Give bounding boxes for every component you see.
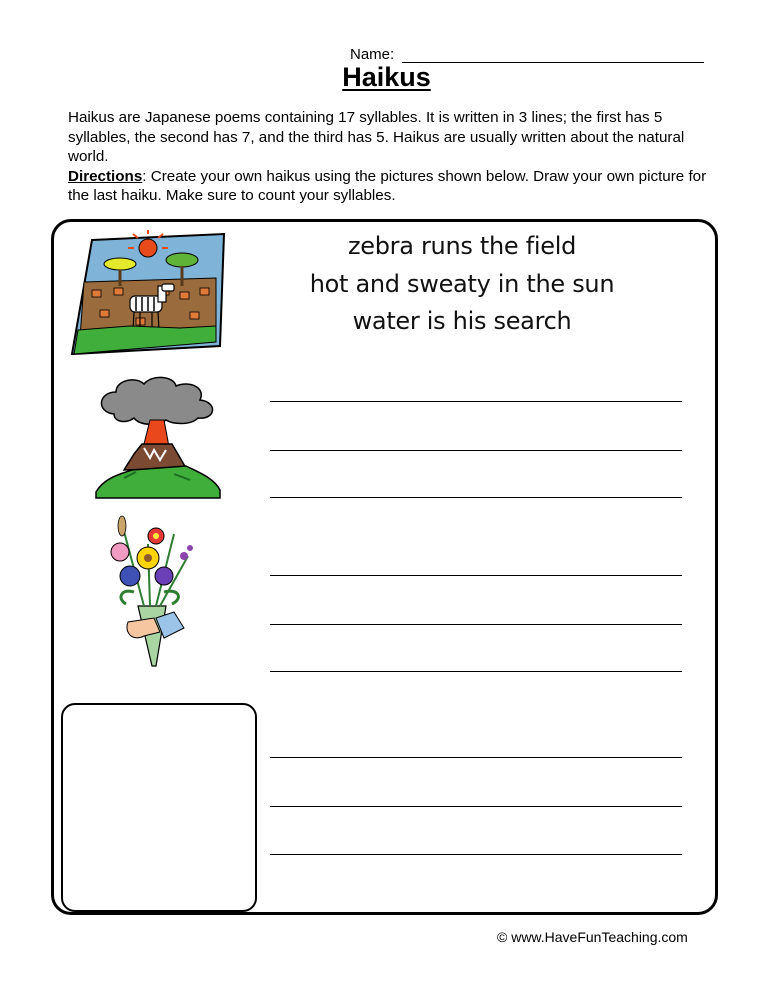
haiku-line-3: water is his search — [352, 307, 572, 335]
intro-text: Haikus are Japanese poems containing 17 syllables. It is written in 3 lines; the first has 5 syllables, the second has 7, and the third has 5. Haikus are usually written about the natural world. — [68, 109, 685, 165]
copyright-text: © www.HaveFunTeaching.com — [497, 929, 688, 945]
writing-line[interactable] — [270, 854, 682, 855]
volcano-icon — [94, 374, 222, 502]
flower-bouquet-icon — [104, 514, 196, 672]
name-label: Name: — [350, 46, 395, 63]
zebra-savanna-icon — [70, 230, 228, 356]
writing-line[interactable] — [270, 450, 682, 451]
writing-line[interactable] — [270, 497, 682, 498]
intro-block — [68, 108, 718, 206]
directions-label: Directions — [68, 167, 143, 185]
writing-line[interactable] — [270, 757, 682, 758]
haiku-line-2: hot and sweaty in the sun — [309, 270, 615, 298]
writing-line[interactable] — [270, 575, 682, 576]
writing-line[interactable] — [270, 401, 682, 402]
directions-paragraph — [68, 167, 718, 206]
writing-line[interactable] — [270, 806, 682, 807]
haiku-line-1: zebra runs the field — [347, 232, 577, 260]
empty-drawing-box[interactable] — [61, 703, 257, 912]
writing-line[interactable] — [270, 624, 682, 625]
worksheet-title: Haikus — [342, 62, 431, 92]
directions-text: : Create your own haikus using the pictures shown below. Draw your own picture for the last haiku. Make sure to count your syllables. — [68, 167, 707, 204]
writing-line[interactable] — [270, 671, 682, 672]
